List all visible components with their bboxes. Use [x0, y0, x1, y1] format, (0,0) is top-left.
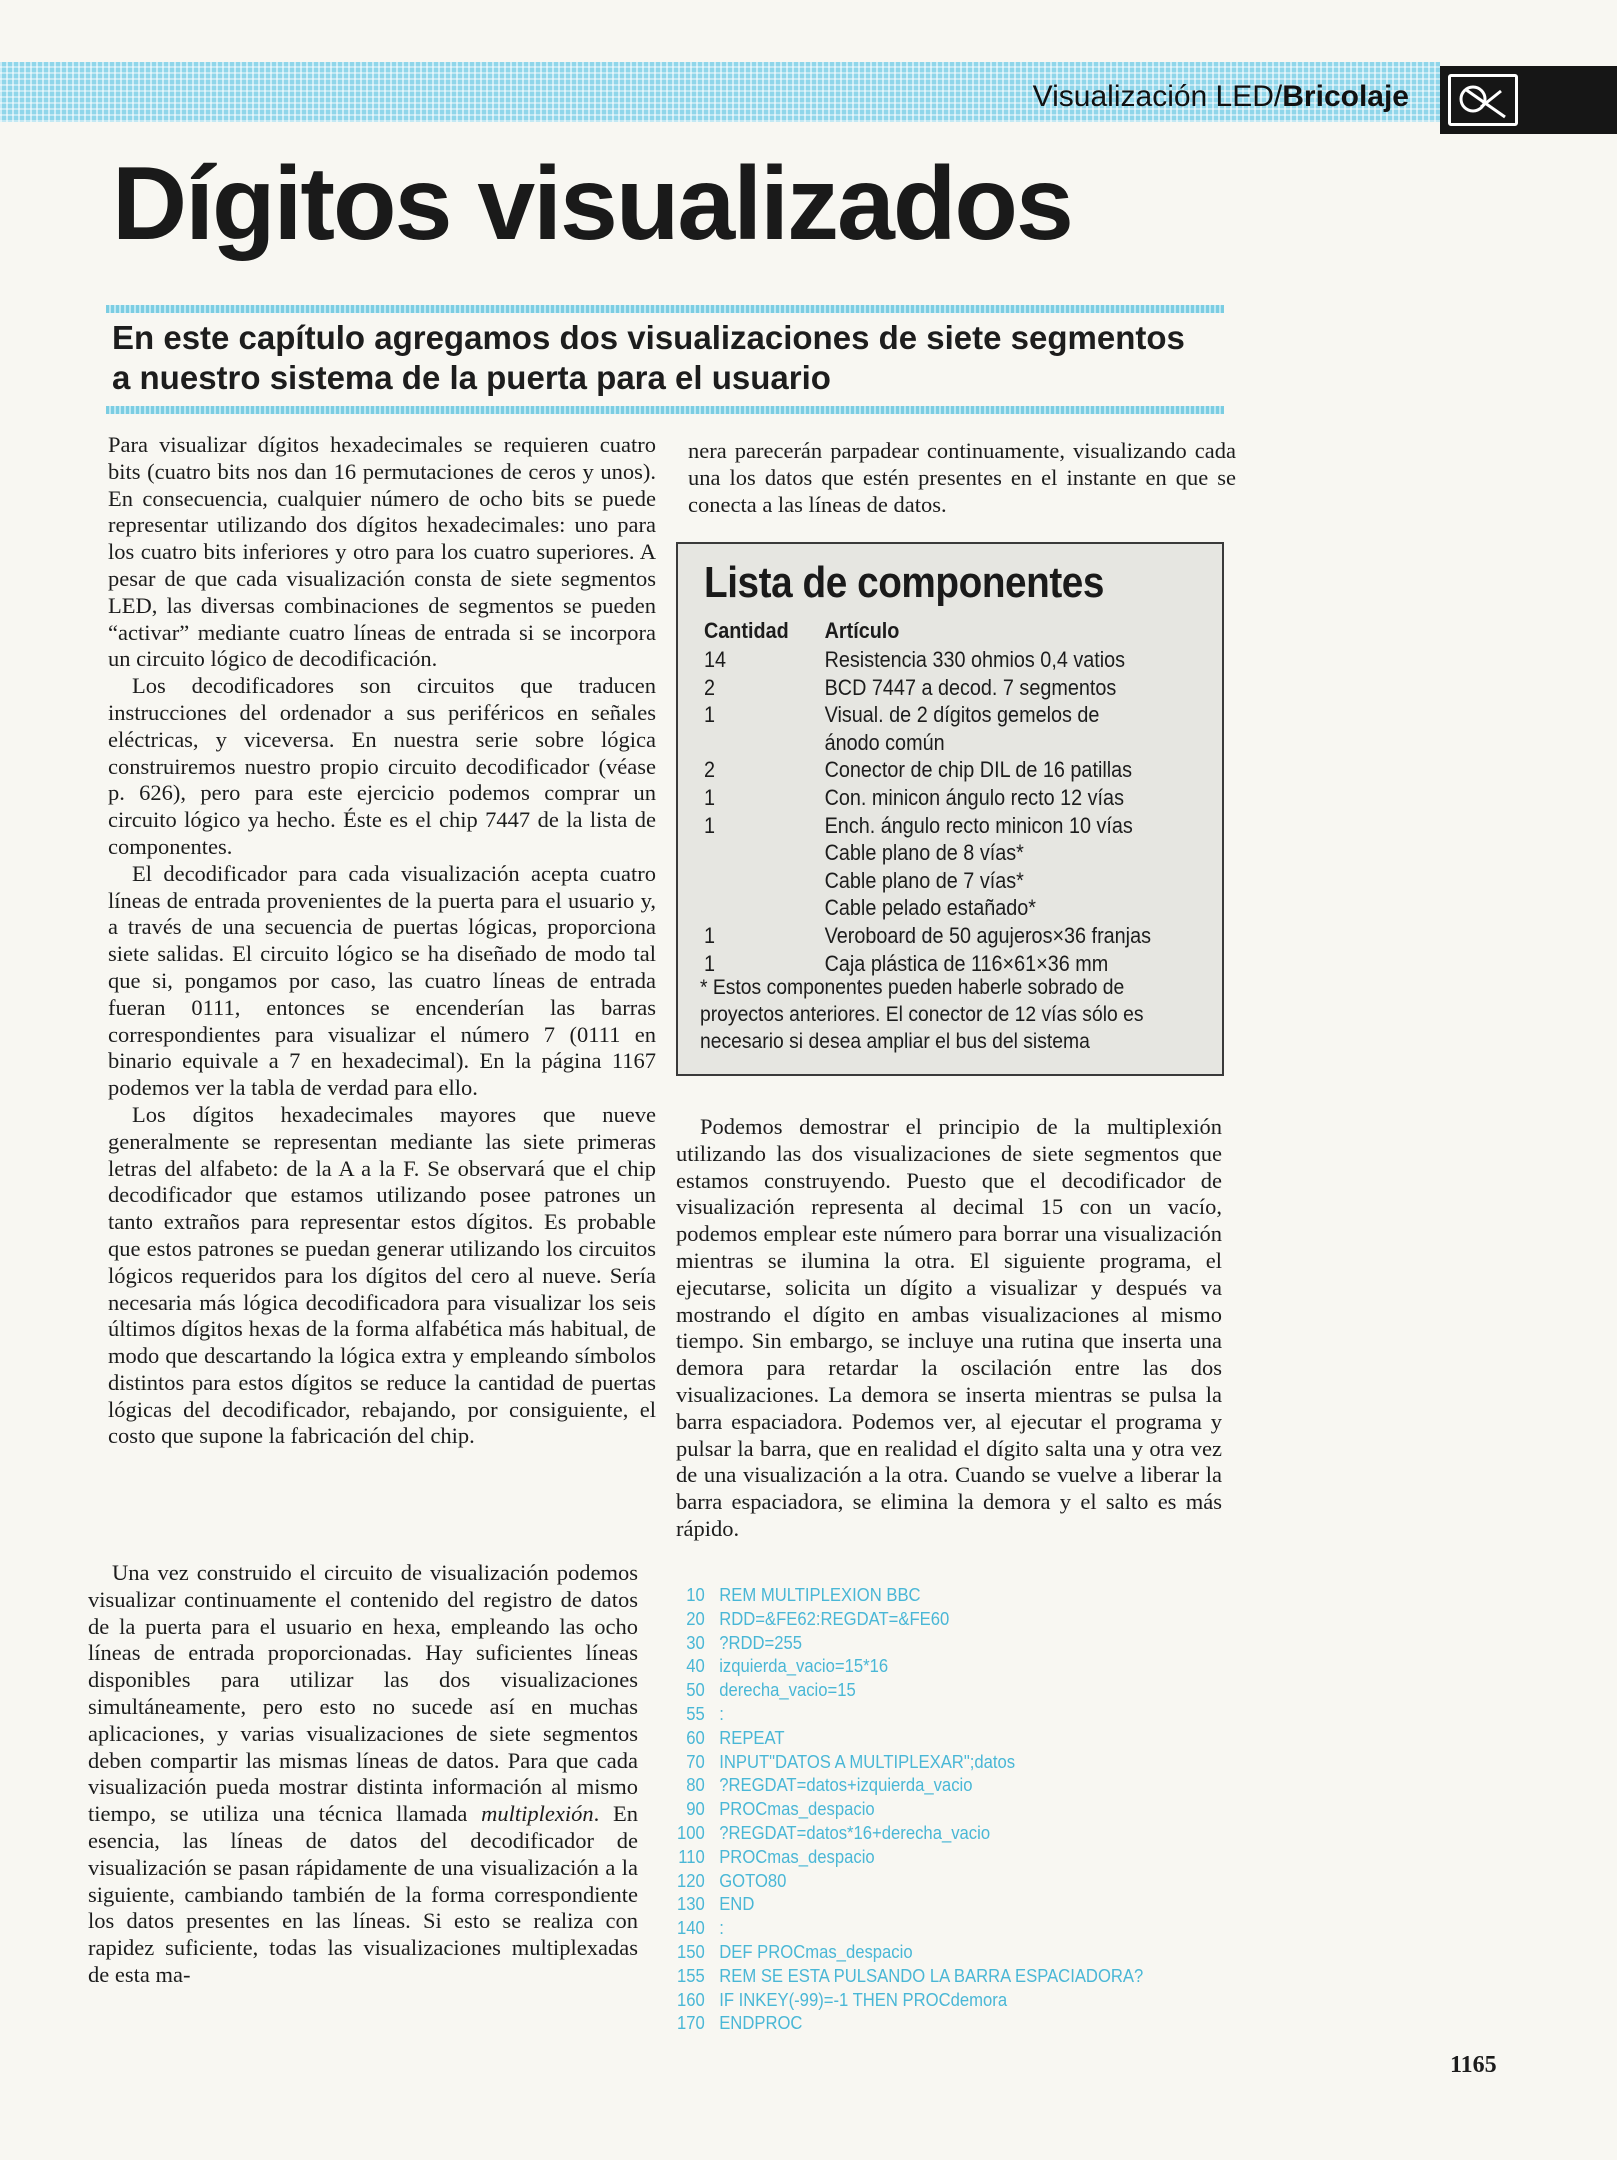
- code-line: [676, 1964, 1143, 1988]
- code-text: REM SE ESTA PULSANDO LA BARRA ESPACIADORA?: [719, 1964, 1144, 1986]
- code-text: ENDPROC: [719, 2012, 803, 2034]
- code-text: IF INKEY(-99)=-1 THEN PROCdemora: [719, 1988, 1008, 2010]
- item-name: Caja plástica de 116×61×36 mm: [824, 950, 1109, 976]
- list-item: [704, 646, 1311, 674]
- list-item: [704, 867, 1311, 895]
- list-item: [704, 674, 1311, 702]
- list-item: [704, 701, 1311, 729]
- code-line: [676, 1869, 1143, 1893]
- code-line: [676, 1607, 1143, 1631]
- paragraph: Los dígitos hexadecimales mayores que nueve generalmente se representan mediante las siete primeras letras del alfabeto: de la A a la F. Se observará que el chip decodificador que estamos utilizando posee patrones un tanto extraños para representar estos dígitos. Es probable que estos patrones se puedan generar utilizando los circuitos lógicos requeridos para los dígitos del cero al nueve. Sería necesaria más lógica decodificadora para visualizar los seis últimos dígitos hexas de la forma alfabética más habitual, de modo que descartando la lógica extra y empleando símbolos distintos para estos dígitos se reduce la cantidad de puertas lógicas del decodificador, rebajando, por consiguiente, el costo que supone la fabricación del chip.: [108, 1101, 656, 1449]
- list-item: [704, 894, 1311, 922]
- code-line: [676, 1940, 1143, 1964]
- code-line: [676, 1916, 1143, 1940]
- paragraph: nera parecerán parpadear continuamente, visualizando cada una los datos que estén presentes en el instante en que se conecta a las líneas de datos.: [688, 438, 1236, 517]
- line-number: 170: [677, 2012, 705, 2034]
- components-header: [704, 618, 1154, 644]
- code-text: REM MULTIPLEXION BBC: [719, 1584, 921, 1605]
- line-number: 80: [686, 1774, 705, 1796]
- code-text: DEF PROCmas_despacio: [719, 1940, 913, 1962]
- line-number: 130: [677, 1893, 705, 1915]
- subtitle-divider: [106, 406, 1224, 414]
- line-number: 55: [686, 1702, 705, 1724]
- item-name: Veroboard de 50 agujeros×36 franjas: [824, 922, 1151, 948]
- page-number: 1165: [1450, 2052, 1497, 2078]
- code-line: [676, 1821, 1143, 1845]
- paragraph-text: . En esencia, las líneas de datos del decodificador de visualización se pasan rápidamente de una visualización a la siguiente, cambiando también de la forma correspondiente los datos presentes en las líneas. Si esto se realiza con rapidez suficiente, todas las visualizaciones multiplexadas de esta ma-: [88, 1801, 638, 1987]
- list-item: [704, 950, 1311, 978]
- code-text: INPUT"DATOS A MULTIPLEXAR";datos: [719, 1750, 1016, 1772]
- code-line: [676, 1797, 1143, 1821]
- paragraph: [88, 1560, 638, 1989]
- section-category: Bricolaje: [1282, 80, 1409, 113]
- paragraph: Podemos demostrar el principio de la multiplexión utilizando las dos visualizaciones de siete segmentos que estamos construyendo. Puesto que el decodificador de visualización representa al decimal 15 con un vacío, podemos emplear este número para borrar una visualización mientras se ilumina la otra. El siguiente programa, el ejecutarse, solicita un dígito a visualizar y después va mostrando el dígito en ambas visualizaciones al mismo tiempo. Sin embargo, se incluye una rutina que inserta una demora para retardar la oscilación entre las dos visualizaciones. La demora se inserta mientras se pulsa la barra espaciadora. Podemos ver, al ejecutar el programa y pulsar la barra, que en realidad el dígito salta una y otra vez de una visualización a la otra. Cuando se vuelve a liberar la barra espaciadora, se elimina la demora y el salto es más rápido.: [676, 1114, 1222, 1541]
- code-text: izquierda_vacio=15*16: [719, 1655, 889, 1677]
- item-name: ánodo común: [824, 729, 945, 755]
- line-number: 100: [677, 1821, 705, 1843]
- item-quantity: 1: [704, 922, 716, 948]
- list-item: [704, 729, 1311, 757]
- item-name: Conector de chip DIL de 16 patillas: [824, 757, 1133, 783]
- components-list: [704, 646, 1224, 977]
- item-name: Cable pelado estañado*: [824, 895, 1036, 921]
- column-quantity: Cantidad: [704, 618, 789, 643]
- column-item: Artículo: [824, 618, 900, 643]
- code-text: ?RDD=255: [719, 1631, 803, 1653]
- code-text: RDD=&FE62:REGDAT=&FE60: [719, 1607, 950, 1629]
- right-column-bottom: [676, 1114, 1222, 1543]
- item-quantity: 1: [704, 784, 716, 810]
- item-name: Resistencia 330 ohmios 0,4 vatios: [824, 647, 1126, 672]
- section-header: [1033, 80, 1409, 114]
- section-name: Visualización LED/: [1032, 80, 1283, 113]
- code-line: [676, 1583, 1143, 1607]
- line-number: 120: [677, 1869, 705, 1891]
- item-quantity: 2: [704, 757, 716, 783]
- item-name: BCD 7447 a decod. 7 segmentos: [824, 674, 1117, 700]
- item-quantity: 14: [704, 647, 727, 672]
- code-text: END: [719, 1893, 755, 1915]
- line-number: 155: [677, 1964, 705, 1986]
- code-line: [676, 1654, 1143, 1678]
- page-subtitle: En este capítulo agregamos dos visualizaciones de siete segmentos a nuestro sistema de la puerta para el usuario: [112, 319, 1185, 396]
- code-line: [676, 1702, 1143, 1726]
- code-line: [676, 1773, 1143, 1797]
- paragraph-text: Una vez construido el circuito de visualización podemos visualizar continuamente el contenido del registro de datos de la puerta para el usuario en hexa, empleando las ocho líneas de entrada proporcionadas. Hay suficientes líneas disponibles para utilizar las dos visualizaciones simultáneamente, pero esto no sucede así en muchas aplicaciones, y varias visualizaciones de siete segmentos deben compartir las mismas líneas de datos. Para que cada visualización pueda mostrar distinta información al mismo tiempo, se utiliza una técnica llamada: [88, 1560, 638, 1827]
- line-number: 30: [686, 1631, 705, 1653]
- components-note: * Estos componentes pueden haberle sobrado de proyectos anteriores. El conector de 12 vías sólo es necesario si desea ampliar el bus del sistema: [700, 976, 1144, 1053]
- code-listing: [676, 1583, 1195, 2035]
- line-number: 140: [677, 1917, 705, 1939]
- item-name: Ench. ángulo recto minicon 10 vías: [824, 812, 1133, 838]
- paragraph: El decodificador para cada visualización acepta cuatro líneas de entrada provenientes de la puerta para el usuario y, a través de una secuencia de puertas lógicas, proporciona siete salidas. El circuito lógico se ha diseñado de modo tal que si, pongamos por caso, las cuatro líneas de entrada fueran 0111, entonces se encenderían las barras correspondientes para visualizar el número 7 (0111 en binario equivale a 7 en hexadecimal). En la página 1167 podemos ver la tabla de verdad para ello.: [108, 860, 656, 1101]
- line-number: 10: [686, 1584, 705, 1605]
- line-number: 70: [686, 1750, 705, 1772]
- line-number: 60: [686, 1726, 705, 1748]
- item-name: Con. minicon ángulo recto 12 vías: [824, 784, 1124, 810]
- line-number: 160: [677, 1988, 705, 2010]
- code-text: :: [719, 1702, 724, 1724]
- line-number: 90: [686, 1798, 705, 1820]
- list-item: [704, 922, 1311, 950]
- code-text: PROCmas_despacio: [719, 1798, 875, 1820]
- tools-icon: [1448, 74, 1518, 126]
- code-line: [676, 1726, 1143, 1750]
- right-column-top: [688, 438, 1236, 518]
- paragraph: Los decodificadores son circuitos que traducen instrucciones del ordenador a sus periféricos en señales eléctricas, y viceversa. En nuestra serie sobre lógica construiremos nuestro propio circuito decodificador (véase p. 626), pero para este ejercicio podemos comprar un circuito lógico ya hecho. Éste es el chip 7447 de la lista de componentes.: [108, 673, 656, 859]
- list-item: [704, 839, 1311, 867]
- list-item: [704, 812, 1311, 840]
- code-line: [676, 1750, 1143, 1774]
- code-line: [676, 1631, 1143, 1655]
- term-multiplexion: multiplexión: [481, 1801, 594, 1827]
- code-text: derecha_vacio=15: [719, 1679, 856, 1701]
- list-item: [704, 784, 1311, 812]
- line-number: 50: [686, 1679, 705, 1701]
- code-line: [676, 1892, 1143, 1916]
- code-line: [676, 1845, 1143, 1869]
- code-text: :: [719, 1917, 724, 1939]
- code-text: REPEAT: [719, 1726, 785, 1748]
- line-number: 110: [678, 1845, 705, 1867]
- code-text: ?REGDAT=datos+izquierda_vacio: [719, 1774, 973, 1796]
- page-title: Dígitos visualizados: [112, 146, 1072, 262]
- paragraph: Para visualizar dígitos hexadecimales se requieren cuatro bits (cuatro bits nos dan 16 permutaciones de ceros y unos). En consecuencia, cualquier número de ocho bits se puede representar utilizando dos dígitos hexadecimales: uno para los cuatro bits inferiores y otro para los cuatro superiores. A pesar de que cada visualización consta de siete segmentos LED, las diversas combinaciones de segmentos se pueden “activar” mediante cuatro líneas de entrada si se incorpora un circuito lógico de decodificación.: [108, 432, 656, 672]
- list-item: [704, 756, 1311, 784]
- code-line: [676, 2011, 1143, 2035]
- item-quantity: 1: [704, 812, 716, 838]
- item-name: Cable plano de 7 vías*: [824, 867, 1024, 893]
- code-text: ?REGDAT=datos*16+derecha_vacio: [719, 1821, 991, 1843]
- line-number: 20: [686, 1607, 705, 1629]
- left-column-bottom: [88, 1560, 638, 1989]
- line-number: 150: [677, 1940, 705, 1962]
- title-divider: [106, 305, 1224, 313]
- line-number: 40: [686, 1655, 705, 1677]
- item-quantity: 1: [704, 702, 716, 728]
- code-text: GOTO80: [719, 1869, 787, 1891]
- item-quantity: 2: [704, 674, 716, 700]
- components-box: [676, 542, 1224, 1076]
- item-quantity: 1: [704, 950, 716, 976]
- code-text: PROCmas_despacio: [719, 1845, 875, 1867]
- item-name: Cable plano de 8 vías*: [824, 840, 1024, 866]
- left-column: [108, 432, 656, 1450]
- item-name: Visual. de 2 dígitos gemelos de: [824, 702, 1100, 728]
- code-line: [676, 1678, 1143, 1702]
- code-line: [676, 1988, 1143, 2012]
- components-title: Lista de componentes: [704, 558, 1105, 607]
